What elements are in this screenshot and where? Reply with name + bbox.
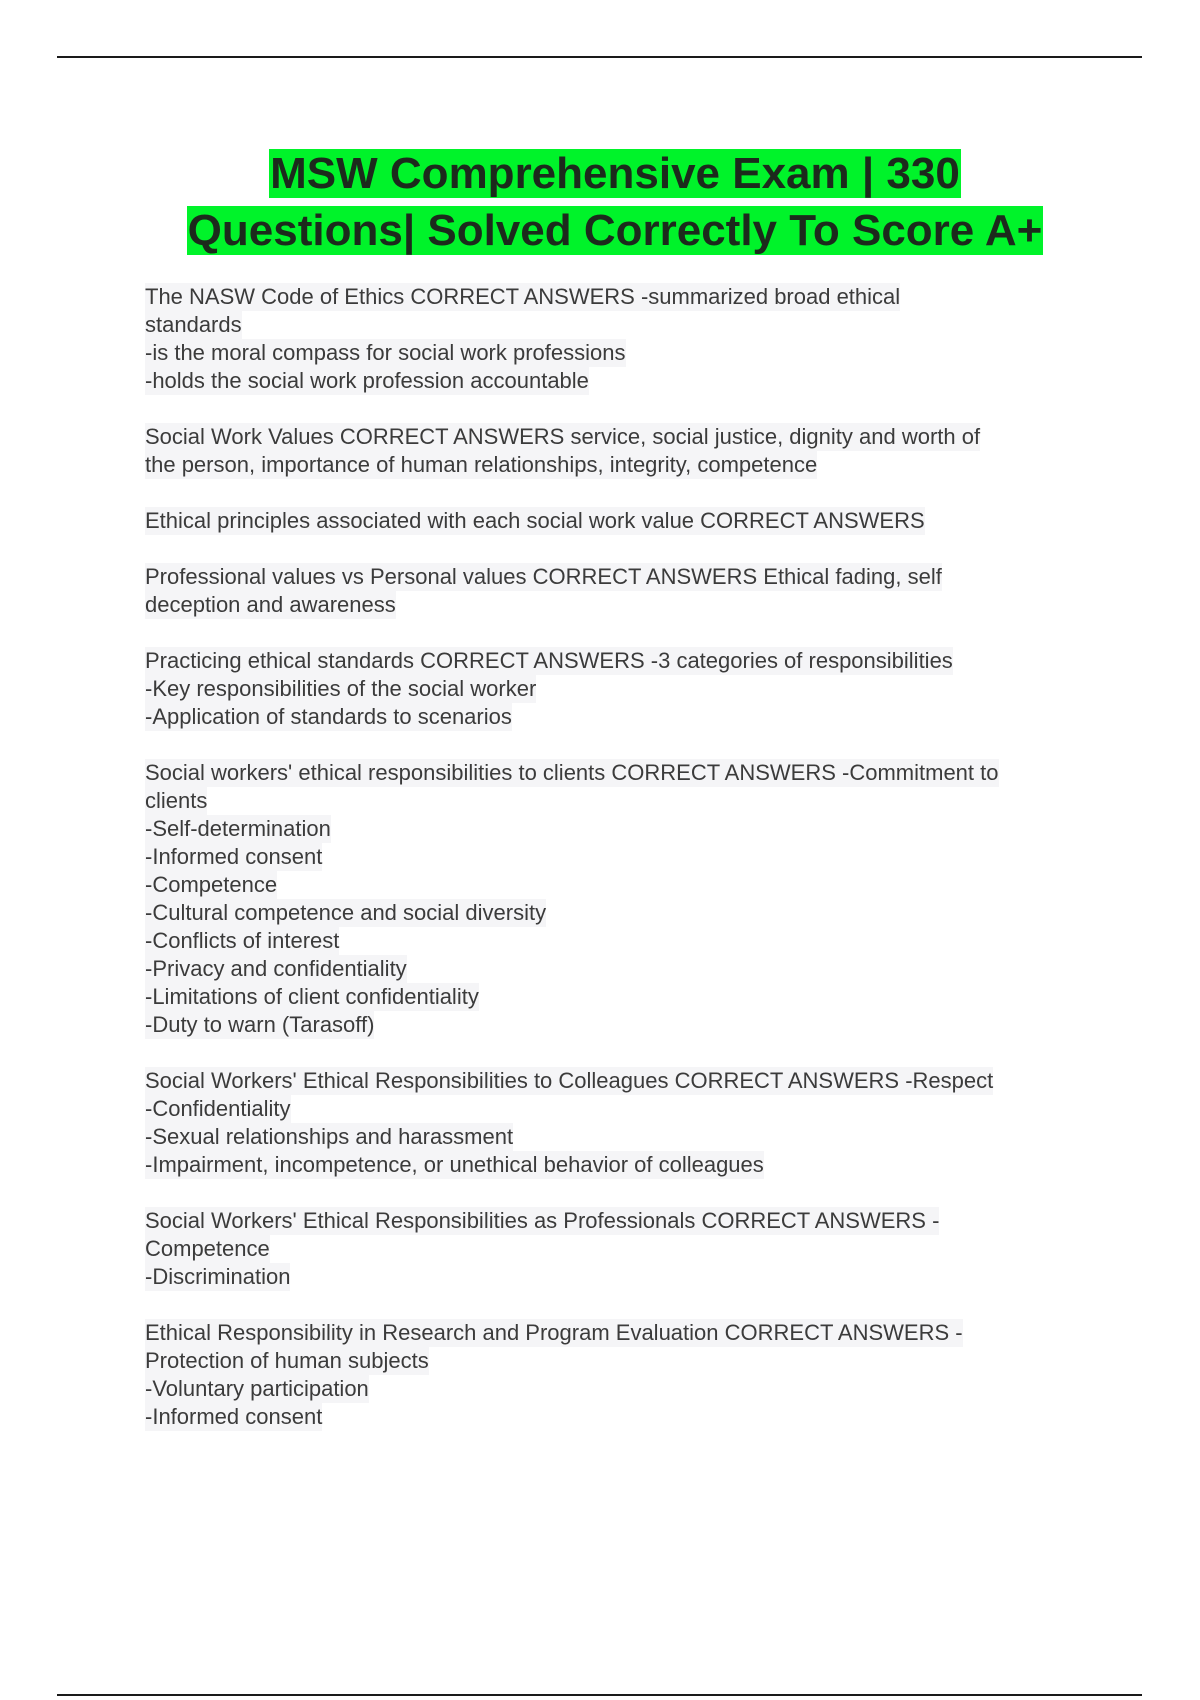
qa-entry [145, 423, 1095, 479]
qa-answer-line: -Informed consent [145, 1404, 323, 1429]
qa-answer-line: -Impairment, incompetence, or unethical behavior of colleagues [145, 1152, 764, 1177]
qa-question-line: Professional values vs Personal values CORRECT ANSWERS Ethical fading, self [145, 564, 942, 589]
qa-entry [145, 507, 1095, 535]
qa-answer-line: the person, importance of human relationships, integrity, competence [145, 452, 818, 477]
qa-question-line: The NASW Code of Ethics CORRECT ANSWERS -summarized broad ethical [145, 284, 901, 309]
title-line-2: Questions| Solved Correctly To Score A+ [187, 206, 1043, 255]
qa-answer-line: -Informed consent [145, 844, 323, 869]
qa-entry [145, 283, 1095, 395]
qa-answer-line: deception and awareness [145, 592, 396, 617]
qa-answer-line: -Voluntary participation [145, 1376, 369, 1401]
qa-question-line: Ethical principles associated with each social work value CORRECT ANSWERS [145, 508, 925, 533]
qa-answer-line: -Duty to warn (Tarasoff) [145, 1012, 375, 1037]
qa-answer-line: standards [145, 312, 242, 337]
qa-question-line: Social Work Values CORRECT ANSWERS service, social justice, dignity and worth of [145, 424, 981, 449]
qa-answer-line: -Application of standards to scenarios [145, 704, 512, 729]
qa-entry [145, 1319, 1095, 1431]
qa-question-line: Social Workers' Ethical Responsibilities as Professionals CORRECT ANSWERS - [145, 1208, 940, 1233]
qa-entry [145, 1067, 1095, 1179]
qa-answer-line: -Conflicts of interest [145, 928, 340, 953]
qa-question-line: Practicing ethical standards CORRECT ANSWERS -3 categories of responsibilities [145, 648, 953, 673]
qa-answer-line: clients [145, 788, 208, 813]
qa-entry [145, 1207, 1095, 1291]
qa-answer-line: Protection of human subjects [145, 1348, 429, 1373]
qa-answer-line: -Competence [145, 872, 278, 897]
qa-answer-line: -holds the social work profession accountable [145, 368, 589, 393]
qa-answer-line: -Confidentiality [145, 1096, 291, 1121]
header-rule [57, 56, 1142, 58]
qa-answer-line: -Cultural competence and social diversity [145, 900, 547, 925]
qa-answer-line: -Limitations of client confidentiality [145, 984, 479, 1009]
qa-answer-line: -Self-determination [145, 816, 331, 841]
document-title [145, 145, 1085, 259]
qa-entry [145, 759, 1095, 1039]
qa-question-line: Social Workers' Ethical Responsibilities to Colleagues CORRECT ANSWERS -Respect [145, 1068, 994, 1093]
qa-answer-line: -Discrimination [145, 1264, 291, 1289]
qa-answer-line: -Privacy and confidentiality [145, 956, 407, 981]
qa-answer-line: -is the moral compass for social work professions [145, 340, 626, 365]
qa-question-line: Social workers' ethical responsibilities to clients CORRECT ANSWERS -Commitment to [145, 760, 999, 785]
qa-question-line: Ethical Responsibility in Research and Program Evaluation CORRECT ANSWERS - [145, 1320, 963, 1345]
footer-rule [57, 1694, 1142, 1696]
qa-list [145, 283, 1095, 1459]
qa-answer-line: -Key responsibilities of the social worker [145, 676, 537, 701]
qa-answer-line: Competence [145, 1236, 270, 1261]
title-line-1: MSW Comprehensive Exam | 330 [270, 149, 960, 198]
qa-answer-line: -Sexual relationships and harassment [145, 1124, 514, 1149]
qa-entry [145, 647, 1095, 731]
qa-entry [145, 563, 1095, 619]
